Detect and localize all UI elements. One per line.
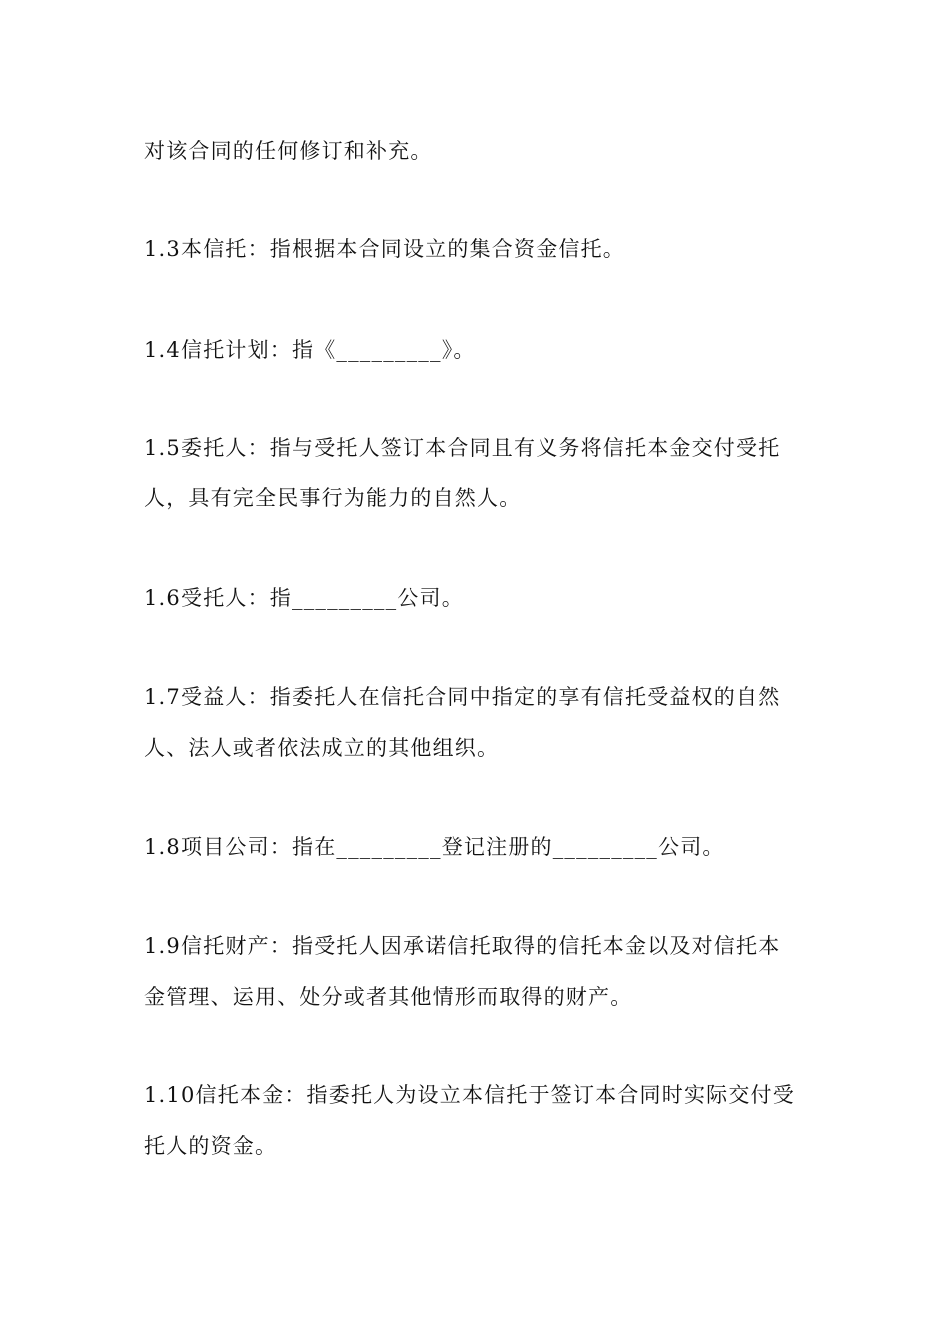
paragraph-line: 对该合同的任何修订和补充。 <box>144 139 433 163</box>
paragraph-line: 托人的资金。 <box>144 1134 278 1158</box>
paragraph-line: 1.10信托本金：指委托人为设立本信托于签订本合同时实际交付受 <box>144 1083 795 1107</box>
paragraph-line: 金管理、运用、处分或者其他情形而取得的财产。 <box>144 985 633 1009</box>
paragraph-line: 1.5委托人：指与受托人签订本合同且有义务将信托本金交付受托 <box>144 436 781 460</box>
paragraph-line: 人、法人或者依法成立的其他组织。 <box>144 736 500 760</box>
paragraph-line: 1.7受益人：指委托人在信托合同中指定的享有信托受益权的自然 <box>144 685 781 709</box>
paragraph-line: 人，具有完全民事行为能力的自然人。 <box>144 486 522 510</box>
paragraph-line: 1.9信托财产：指受托人因承诺信托取得的信托本金以及对信托本 <box>144 934 781 958</box>
paragraph-line: 1.6受托人：指_________公司。 <box>144 586 464 610</box>
paragraph-line: 1.3本信托：指根据本合同设立的集合资金信托。 <box>144 237 625 261</box>
paragraph-line: 1.8项目公司：指在_________登记注册的_________公司。 <box>144 835 725 859</box>
paragraph-line: 1.4信托计划：指《_________》。 <box>144 338 476 362</box>
